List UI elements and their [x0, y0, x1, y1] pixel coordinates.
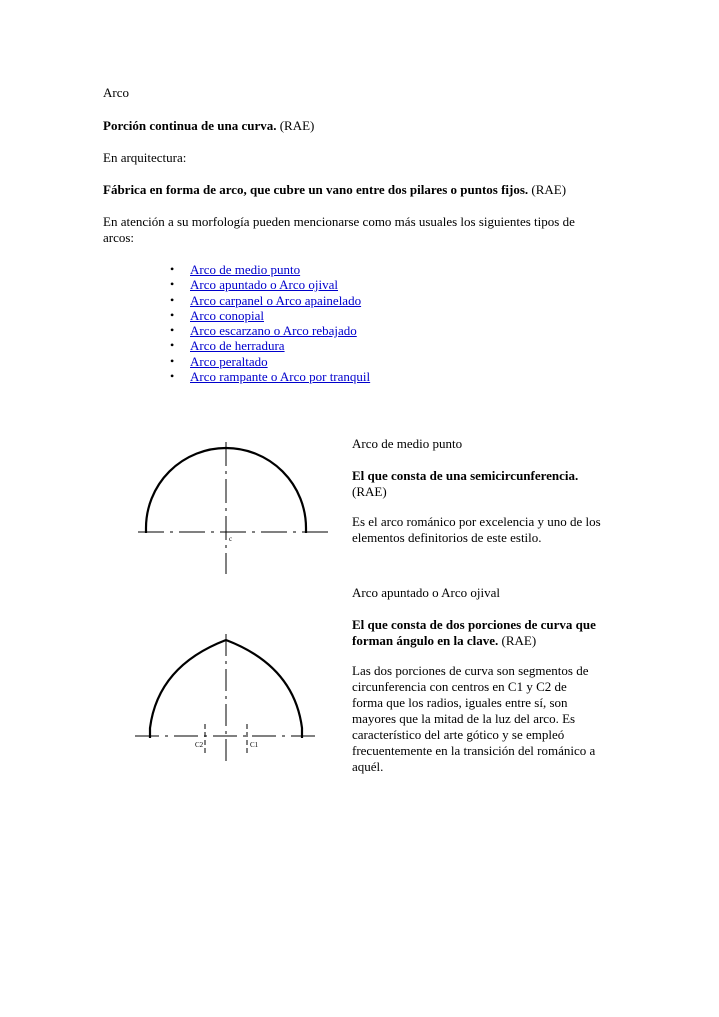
definition-architecture-text: Fábrica en forma de arco, que cubre un vano entre dos pilares o puntos fijos. — [103, 182, 529, 197]
pointed-section — [352, 585, 597, 775]
semicircular-arch-diagram — [135, 440, 335, 580]
bullet: • — [170, 338, 175, 353]
bullet: • — [170, 307, 175, 322]
definition-general-text: Porción continua de una curva. — [103, 118, 277, 133]
semicircular-definition — [352, 468, 602, 500]
bullet: • — [170, 292, 175, 307]
list-item — [160, 338, 370, 353]
pointed-definition — [352, 617, 597, 649]
semicircular-definition-source: (RAE) — [352, 484, 387, 499]
bullet: • — [170, 323, 175, 338]
pointed-definition-source: (RAE) — [498, 633, 537, 648]
list-item — [160, 308, 370, 323]
definition-general — [103, 118, 623, 134]
definition-architecture — [103, 182, 663, 198]
center-label: c — [229, 535, 233, 543]
bullet: • — [170, 262, 175, 276]
link-arco-apuntado[interactable]: Arco apuntado o Arco ojival — [190, 277, 339, 293]
bullet: • — [170, 277, 175, 292]
list-item — [160, 262, 370, 277]
link-arco-rampante[interactable]: Arco rampante o Arco por tranquil — [190, 369, 371, 385]
semicircular-title: Arco de medio punto — [352, 436, 463, 451]
link-arco-carpanel[interactable]: Arco carpanel o Arco apainelado — [190, 292, 362, 308]
page-heading: Arco — [103, 85, 129, 100]
semicircular-section — [352, 436, 602, 546]
bullet: • — [170, 369, 175, 384]
link-arco-conopial[interactable]: Arco conopial — [190, 307, 265, 323]
c1-label: C1 — [250, 741, 259, 749]
definition-architecture-source: (RAE) — [528, 182, 567, 197]
morphology-paragraph: En atención a su morfología pueden mencionarse como más usuales los siguientes tipos de arcos: — [103, 214, 575, 245]
c2-label: C2 — [195, 741, 204, 749]
link-arco-peraltado[interactable]: Arco peraltado — [190, 353, 268, 369]
semicircular-description: Es el arco románico por excelencia y uno de los elementos definitorios de este estilo. — [352, 514, 601, 545]
pointed-definition-text: El que consta de dos porciones de curva que forman ángulo en la clave. — [352, 617, 596, 648]
list-item — [160, 354, 370, 369]
link-arco-escarzano[interactable]: Arco escarzano o Arco rebajado — [190, 323, 357, 339]
pointed-description: Las dos porciones de curva son segmentos de circunferencia con centros en C1 y C2 de forma que los radios, iguales entre sí, son mayores que la mitad de la luz del arco. Es característico del arte gótico y se empleó frecuentemente en la transición del románico a aquél. — [352, 663, 596, 774]
list-item — [160, 293, 370, 308]
list-item — [160, 369, 370, 384]
link-arco-medio-punto[interactable]: Arco de medio punto — [190, 262, 301, 277]
semicircular-definition-text: El que consta de una semicircunferencia. — [352, 468, 579, 483]
list-item — [160, 277, 370, 292]
arch-types-list — [160, 262, 370, 384]
link-arco-herradura[interactable]: Arco de herradura — [190, 338, 285, 354]
architecture-label: En arquitectura: — [103, 150, 187, 165]
definition-general-source: (RAE) — [276, 118, 315, 133]
bullet: • — [170, 353, 175, 368]
pointed-title: Arco apuntado o Arco ojival — [352, 585, 501, 600]
list-item — [160, 323, 370, 338]
pointed-arch-diagram — [133, 628, 333, 768]
